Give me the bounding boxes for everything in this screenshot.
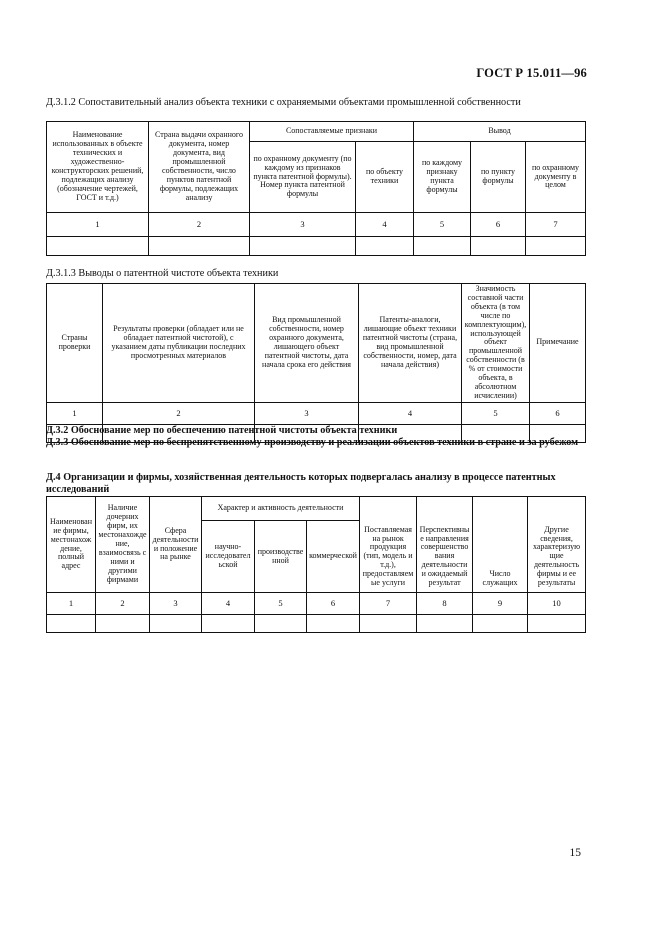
patent-purity-table xyxy=(46,283,586,443)
empty-row xyxy=(47,237,586,256)
col-header-by-claim: по пункту формулы xyxy=(471,142,526,213)
column-number: 2 xyxy=(96,593,150,615)
column-number: 2 xyxy=(103,402,255,424)
col-header-production: производственной xyxy=(255,521,307,593)
col-header-research: научно-исследовательской xyxy=(202,521,255,593)
column-number: 7 xyxy=(526,213,586,237)
column-number: 4 xyxy=(202,593,255,615)
col-header-by-document: по охранному документу (по каждому из признаков пункта патентной формулы). Номер пункта патентной формулы xyxy=(250,142,356,213)
column-number: 6 xyxy=(307,593,360,615)
section-d313-title: Д.3.1.3 Выводы о патентной чистоте объекта техники xyxy=(46,268,279,279)
col-header-solutions: Наименование использованных в объекте технических и художественно-конструкторских решений, подлежащих анализу (обозначение чертежей, ГОСТ и т.д.) xyxy=(47,122,149,213)
column-number: 5 xyxy=(462,402,530,424)
col-header-prospects: Перспективные направления совершенствования деятельности и ожидаемый результат xyxy=(417,497,473,593)
col-header-commercial: коммерческой xyxy=(307,521,360,593)
column-number: 5 xyxy=(414,213,471,237)
column-number: 1 xyxy=(47,593,96,615)
section-d4-title: Д.4 Организации и фирмы, хозяйственная деятельность которых подвергалась анализу в процессе патентных исследований xyxy=(46,472,556,495)
group-header-activity: Характер и активность деятельности xyxy=(202,497,360,521)
col-header-firm-name: Наименование фирмы, местонахождение, полный адрес xyxy=(47,497,96,593)
group-header-conclusion: Вывод xyxy=(414,122,586,142)
col-header-countries: Страны проверки xyxy=(47,284,103,403)
column-number: 2 xyxy=(149,213,250,237)
col-header-by-document-whole: по охранному документу в целом xyxy=(526,142,586,213)
column-number: 7 xyxy=(360,593,417,615)
col-header-country-document: Страна выдачи охранного документа, номер документа, вид промышленной собственности, число пунктов патентной формулы, подлежащих анализу xyxy=(149,122,250,213)
column-number: 1 xyxy=(47,213,149,237)
col-header-significance: Значимость составной части объекта (в том числе по комплектующим), использующей объект промышленной собственности (в % от стоимости объекта, в абсолютном исчислении) xyxy=(462,284,530,403)
column-number: 4 xyxy=(356,213,414,237)
column-number: 8 xyxy=(417,593,473,615)
col-header-products: Поставляемая на рынок продукция (тип, модель и т.д.), предоставляемые услуги xyxy=(360,497,417,593)
section-d312-title: Д.3.1.2 Сопоставительный анализ объекта техники с охраняемыми объектами промышленной собственности xyxy=(46,97,521,108)
section-d33: Д.3.3 Обоснование мер по беспрепятственному производству и реализации объектов техники в стране и за рубежом xyxy=(46,437,579,448)
group-header-compared-features: Сопоставляемые признаки xyxy=(250,122,414,142)
page-number: 15 xyxy=(569,847,581,859)
col-header-sphere: Сфера деятельности и положение на рынке xyxy=(150,497,202,593)
column-number: 6 xyxy=(530,402,586,424)
col-header-analog-patents: Патенты-аналоги, лишающие объект техники патентной чистоты (страна, вид промышленной собственности, номер, дата начала действия) xyxy=(359,284,462,403)
organizations-table xyxy=(46,496,586,633)
column-number: 10 xyxy=(528,593,586,615)
col-header-employees: Число служащих xyxy=(473,497,528,593)
col-header-check-results: Результаты проверки (обладает или не обладает патентной чистотой), с указанием даты публикации последних просмотренных материалов xyxy=(103,284,255,403)
col-header-subsidiaries: Наличие дочерних фирм, их местонахождение, взаимосвязь с ними и другими фирмами xyxy=(96,497,150,593)
col-header-ip-type: Вид промышленной собственности, номер охранного документа, лишающего объект патентной чистоты, дата начала срока его действия xyxy=(255,284,359,403)
empty-row xyxy=(47,615,586,633)
column-number: 6 xyxy=(471,213,526,237)
comparison-table xyxy=(46,121,586,256)
col-header-by-object: по объекту техники xyxy=(356,142,414,213)
section-d32: Д.3.2 Обоснование мер по обеспечению патентной чистоты объекта техники xyxy=(46,425,398,436)
col-header-by-feature: по каждому признаку пункта формулы xyxy=(414,142,471,213)
column-number: 1 xyxy=(47,402,103,424)
column-number: 4 xyxy=(359,402,462,424)
column-number: 3 xyxy=(250,213,356,237)
col-header-other-info: Другие сведения, характеризующие деятельность фирмы и ее результаты xyxy=(528,497,586,593)
column-number: 3 xyxy=(150,593,202,615)
column-number: 3 xyxy=(255,402,359,424)
column-number: 9 xyxy=(473,593,528,615)
document-code: ГОСТ Р 15.011—96 xyxy=(476,66,587,80)
column-number: 5 xyxy=(255,593,307,615)
col-header-note: Примечание xyxy=(530,284,586,403)
